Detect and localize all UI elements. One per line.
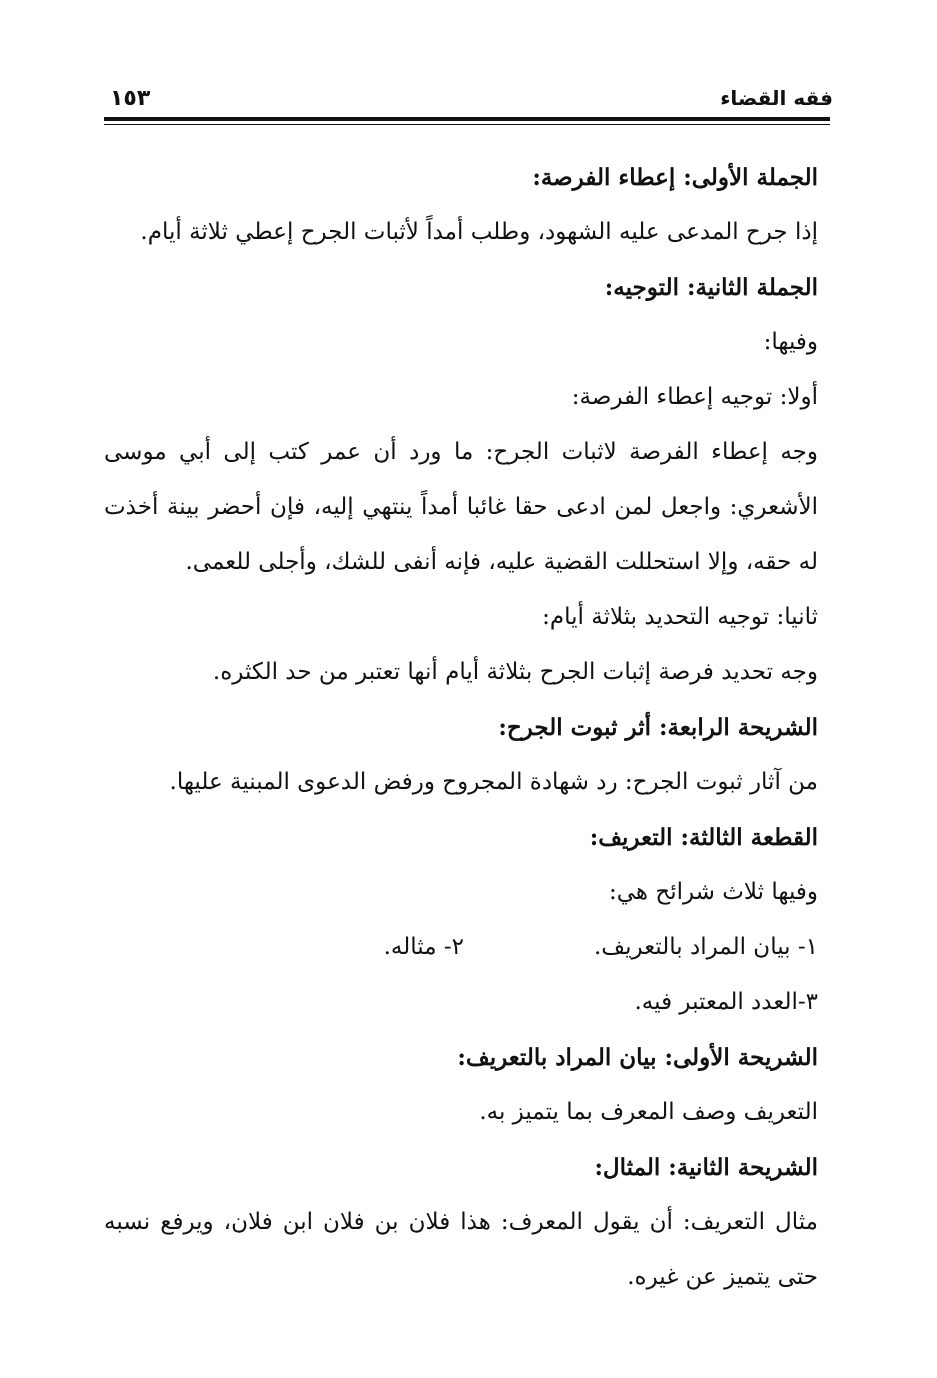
running-header-title: فقه القضاء xyxy=(720,86,833,110)
body-line: وفيها: xyxy=(763,329,818,355)
body-line: إذا جرح المدعى عليه الشهود، وطلب أمداً لأثبات الجرح إعطي ثلاثة أيام. xyxy=(140,219,818,245)
section-heading: الشريحة الرابعة: أثر ثبوت الجرح: xyxy=(498,714,818,741)
body-line: التعريف وصف المعرف بما يتميز به. xyxy=(479,1099,818,1125)
section-heading: الجملة الثانية: التوجيه: xyxy=(604,274,818,301)
header-rule-thin xyxy=(104,124,830,125)
section-heading: الجملة الأولى: إعطاء الفرصة: xyxy=(532,164,818,191)
body-line: وفيها ثلاث شرائح هي: xyxy=(608,879,818,905)
header-rule-thick xyxy=(104,117,830,121)
section-heading: القطعة الثالثة: التعريف: xyxy=(589,824,818,851)
body-line: مثال التعريف: أن يقول المعرف: هذا فلان بن فلان ابن فلان، ويرفع نسبه xyxy=(104,1209,818,1235)
section-heading: الشريحة الثانية: المثال: xyxy=(594,1154,818,1181)
body-line: حتى يتميز عن غيره. xyxy=(627,1264,818,1290)
numbered-list-row xyxy=(104,920,818,975)
body-line: وجه إعطاء الفرصة لاثبات الجرح: ما ورد أن عمر كتب إلى أبي موسى xyxy=(104,439,818,465)
list-item: ٢- مثاله. xyxy=(383,934,464,960)
body-line: وجه تحديد فرصة إثبات الجرح بثلاثة أيام أنها تعتبر من حد الكثره. xyxy=(212,659,818,685)
page-number: ١٥٣ xyxy=(110,86,151,111)
body-line: ٣-العدد المعتبر فيه. xyxy=(634,989,818,1015)
body-line: أولا: توجيه إعطاء الفرصة: xyxy=(571,384,818,410)
body-line: ثانيا: توجيه التحديد بثلاثة أيام: xyxy=(542,604,818,630)
page-body xyxy=(104,150,818,1305)
body-line: له حقه، وإلا استحللت القضية عليه، فإنه أنفى للشك، وأجلى للعمى. xyxy=(185,549,818,575)
body-line: الأشعري: واجعل لمن ادعى حقا غائبا أمداً ينتهي إليه، فإن أحضر بينة أخذت xyxy=(104,494,818,520)
list-item: ١- بيان المراد بالتعريف. xyxy=(594,934,818,960)
section-heading: الشريحة الأولى: بيان المراد بالتعريف: xyxy=(457,1044,818,1071)
body-line: من آثار ثبوت الجرح: رد شهادة المجروح ورفض الدعوى المبنية عليها. xyxy=(169,769,818,795)
